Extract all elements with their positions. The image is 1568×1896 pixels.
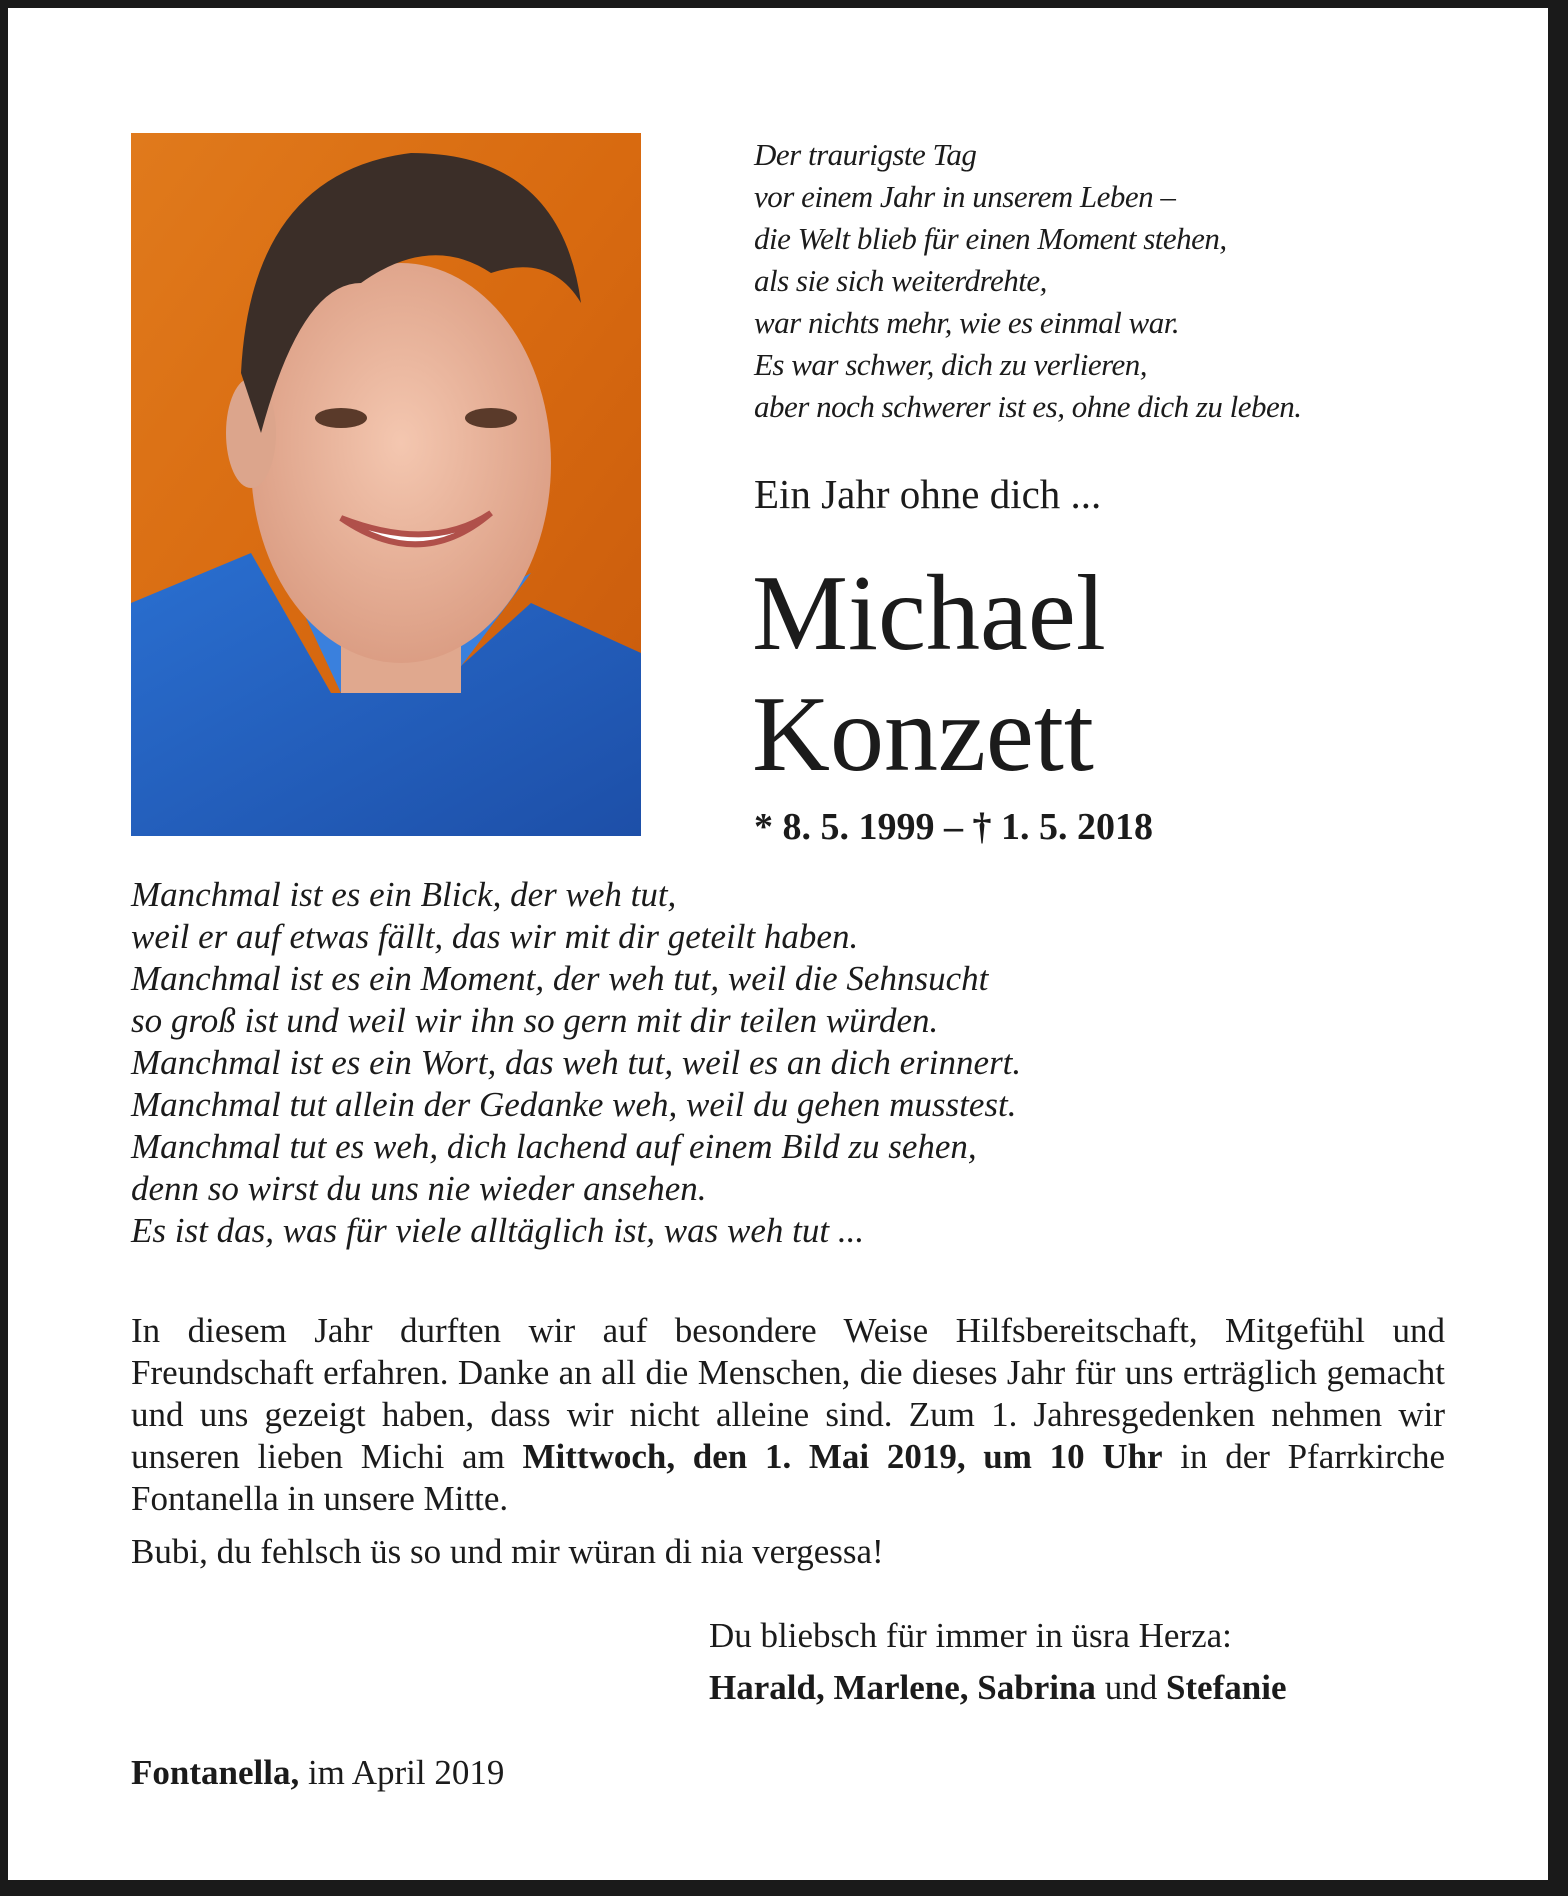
main-poem bbox=[131, 874, 1021, 1252]
poem-line: vor einem Jahr in unserem Leben – bbox=[754, 179, 1176, 214]
portrait-photo bbox=[131, 133, 641, 836]
opening-poem bbox=[754, 134, 1302, 428]
poem-line: Es war schwer, dich zu verlieren, bbox=[754, 347, 1148, 382]
poem-line: war nichts mehr, wie es einmal war. bbox=[754, 305, 1180, 340]
names-bold: Harald, Marlene, Sabrina bbox=[709, 1668, 1096, 1707]
first-name: Michael bbox=[752, 554, 1106, 673]
poem-line: so groß ist und weil wir ihn so gern mit dir teilen würden. bbox=[131, 1001, 939, 1040]
poem-line: Manchmal ist es ein Moment, der weh tut, weil die Sehnsucht bbox=[131, 959, 989, 998]
place-date-text: im April 2019 bbox=[299, 1753, 505, 1792]
obituary-notice bbox=[8, 8, 1548, 1880]
life-dates: * 8. 5. 1999 – † 1. 5. 2018 bbox=[754, 806, 1153, 848]
subtitle: Ein Jahr ohne dich ... bbox=[754, 471, 1102, 517]
dialect-line: Bubi, du fehlsch üs so und mir würan di nia vergessa! bbox=[131, 1532, 884, 1571]
poem-line: Manchmal ist es ein Blick, der weh tut, bbox=[131, 875, 677, 914]
poem-line: die Welt blieb für einen Moment stehen, bbox=[754, 221, 1227, 256]
deceased-name bbox=[752, 553, 1106, 795]
place-date bbox=[131, 1753, 504, 1793]
poem-line: denn so wirst du uns nie wieder ansehen. bbox=[131, 1169, 707, 1208]
service-date: Mittwoch, den 1. Mai 2019, um 10 Uhr bbox=[522, 1437, 1163, 1476]
memorial-paragraph bbox=[131, 1310, 1445, 1520]
poem-line: als sie sich weiterdrehte, bbox=[754, 263, 1047, 298]
poem-line: aber noch schwerer ist es, ohne dich zu leben. bbox=[754, 389, 1302, 424]
poem-line: Es ist das, was für viele alltäglich ist, was weh tut ... bbox=[131, 1211, 865, 1250]
last-name: Konzett bbox=[752, 675, 1094, 794]
names-and: und bbox=[1095, 1668, 1166, 1707]
closing-intro: Du bliebsch für immer in üsra Herza: bbox=[709, 1616, 1232, 1655]
paragraph-text-end: in der Pfarrkirche Fontanella in unsere Mitte. bbox=[131, 1437, 1445, 1518]
poem-line: Der traurigste Tag bbox=[754, 137, 977, 172]
names-last: Stefanie bbox=[1165, 1668, 1287, 1707]
poem-line: Manchmal tut allein der Gedanke weh, weil du gehen musstest. bbox=[131, 1085, 1017, 1124]
poem-line: Manchmal ist es ein Wort, das weh tut, weil es an dich erinnert. bbox=[131, 1043, 1022, 1082]
poem-line: Manchmal tut es weh, dich lachend auf einem Bild zu sehen, bbox=[131, 1127, 977, 1166]
poem-line: weil er auf etwas fällt, das wir mit dir geteilt haben. bbox=[131, 917, 859, 956]
paragraph-text: In diesem Jahr durften wir auf besondere Weise Hilfsbereitschaft, Mitgefühl und Freundschaft erfahren. Danke an all die Menschen, die dieses Jahr für uns erträglich gemacht und uns gezeigt haben, dass wir nicht alleine sind. Zum 1. Jahresgedenken nehmen wir unseren lieben Michi am bbox=[131, 1311, 1445, 1476]
family-names bbox=[709, 1668, 1286, 1708]
place-name: Fontanella, bbox=[131, 1753, 300, 1792]
